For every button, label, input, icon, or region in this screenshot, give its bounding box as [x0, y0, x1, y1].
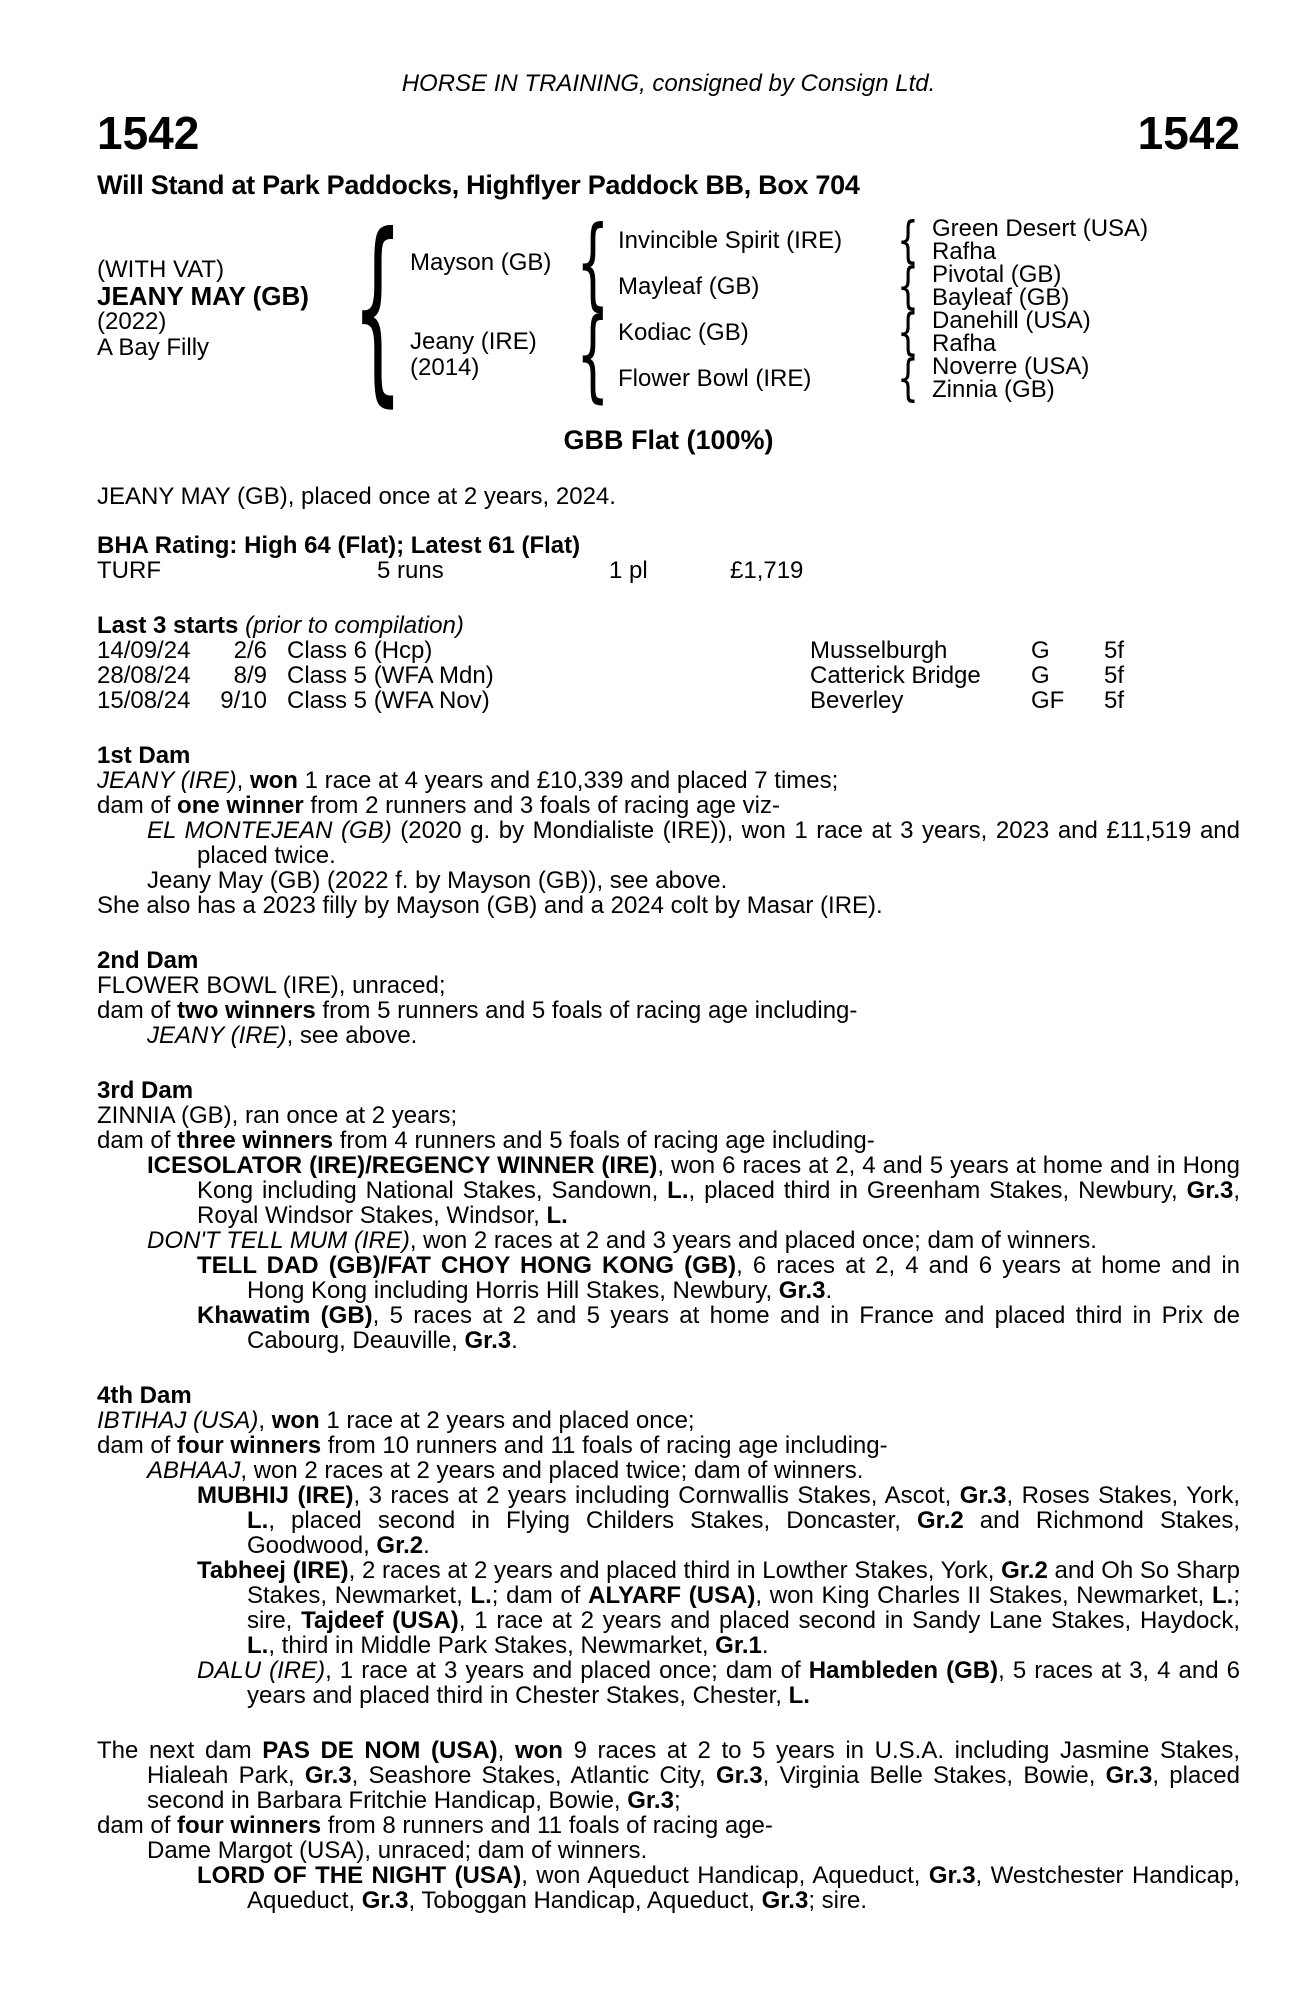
section-heading: 1st Dam: [97, 742, 191, 769]
pedigree-paragraph: [97, 1813, 1240, 1838]
text-segment: , 5 races at 3, 4 and 6 years and placed third in Chester Stakes, Chester,: [247, 1657, 1241, 1709]
pedigree-paragraph: [97, 1023, 1240, 1048]
pedigree-paragraph: [97, 1863, 1240, 1913]
text-segment: two winners: [177, 997, 316, 1024]
pedigree-tree: [97, 192, 1240, 425]
text-segment: L.: [247, 1632, 269, 1659]
pedigree-paragraph: [97, 1483, 1240, 1558]
dam-year: (2014): [410, 354, 480, 381]
grandsire-name: Invincible Spirit (IRE): [618, 226, 843, 254]
text-segment: LORD OF THE NIGHT (USA): [197, 1862, 522, 1889]
text-segment: one winner: [177, 792, 304, 819]
race-distance: 5f: [1104, 637, 1125, 664]
foaling-year: (2022): [97, 308, 167, 335]
last-starts-note: (prior to compilation): [245, 612, 464, 639]
pedigree-paragraph: [97, 1103, 1240, 1128]
pedigree-paragraph: [97, 1253, 1240, 1303]
text-segment: The next dam: [97, 1737, 263, 1764]
brace-icon: {: [897, 349, 919, 407]
dam-section-4: [97, 1383, 1240, 1708]
pedigree-paragraph: [97, 1658, 1240, 1708]
race-going: GF: [1031, 687, 1065, 714]
text-segment: , 6 races at 2, 4 and 6 years at home and in Hong Kong including Horris Hill Stakes, Newbury,: [247, 1252, 1241, 1304]
race-position: 2/6: [233, 637, 267, 664]
text-segment: Khawatim (GB): [197, 1302, 373, 1329]
text-segment: .: [761, 1632, 769, 1659]
race-class: Class 5 (WFA Mdn): [287, 662, 494, 689]
text-segment: three winners: [177, 1127, 334, 1154]
last-starts-header: [97, 613, 1240, 638]
text-segment: from 2 runners and 3 foals of racing age viz-: [303, 792, 780, 819]
text-segment: , placed third in Greenham Stakes, Newbury,: [688, 1177, 1187, 1204]
race-course: Musselburgh: [810, 637, 948, 664]
great-grandparent-name: Zinnia (GB): [932, 376, 1055, 403]
section-heading: 3rd Dam: [97, 1077, 194, 1104]
text-segment: Gr.3: [304, 1762, 352, 1789]
text-segment: dam of: [97, 997, 178, 1024]
horse-description: A Bay Filly: [97, 334, 210, 361]
dam-name: Jeany (IRE): [410, 328, 537, 355]
race-going: G: [1031, 662, 1050, 689]
text-segment: 9 races at 2 to 5 years in U.S.A. including Jasmine Stakes, Hialeah Park,: [147, 1737, 1240, 1789]
text-segment: won: [514, 1737, 563, 1764]
text-segment: EL MONTEJEAN (GB): [147, 817, 392, 844]
text-segment: DALU (IRE): [197, 1657, 326, 1684]
pedigree-paragraph: [97, 1838, 1240, 1863]
text-segment: four winners: [177, 1432, 322, 1459]
pedigree-paragraph: [97, 1128, 1240, 1153]
text-segment: , placed second in Barbara Fritchie Handicap, Bowie,: [147, 1762, 1241, 1814]
text-segment: L.: [667, 1177, 689, 1204]
lot-number-row: [97, 107, 1240, 159]
race-date: 14/09/24: [97, 637, 191, 664]
text-segment: Gr.3: [361, 1887, 409, 1914]
bha-rating: BHA Rating: High 64 (Flat); Latest 61 (Flat): [97, 532, 581, 559]
text-segment: Gr.2: [917, 1507, 964, 1534]
text-segment: , won 2 races at 2 and 3 years and placed once; dam of winners.: [409, 1227, 1097, 1254]
pedigree-paragraph: [97, 998, 1240, 1023]
pedigree-paragraph: [97, 868, 1240, 893]
text-segment: , 3 races at 2 years including Cornwallis Stakes, Ascot,: [353, 1482, 960, 1509]
race-distance: 5f: [1104, 662, 1125, 689]
great-grandparent-name: Danehill (USA): [932, 307, 1091, 334]
text-segment: L.: [546, 1202, 568, 1229]
race-course: Beverley: [810, 687, 904, 714]
surface-label: TURF: [97, 557, 161, 584]
text-segment: She also has a 2023 filly by Mayson (GB) and a 2024 colt by Masar (IRE).: [97, 892, 883, 919]
dam-block: [393, 329, 579, 381]
text-segment: ;: [673, 1787, 681, 1814]
text-segment: dam of: [97, 1432, 178, 1459]
text-segment: from 5 runners and 5 foals of racing age including-: [315, 997, 858, 1024]
race-position: 8/9: [233, 662, 267, 689]
pedigree-paragraph: [97, 893, 1240, 918]
granddam-name: Mayleaf (GB): [618, 272, 760, 300]
text-segment: Gr.3: [1186, 1177, 1234, 1204]
pedigree-paragraph: [97, 1408, 1240, 1433]
text-segment: L.: [470, 1582, 492, 1609]
pedigree-paragraph: [97, 818, 1240, 868]
text-segment: , won Aqueduct Handicap, Aqueduct,: [521, 1862, 929, 1889]
vat-note: (WITH VAT): [97, 256, 225, 283]
race-date: 15/08/24: [97, 687, 191, 714]
text-segment: Gr.3: [715, 1762, 763, 1789]
text-segment: MUBHIJ (IRE): [197, 1482, 354, 1509]
text-segment: FLOWER BOWL (IRE), unraced;: [97, 972, 446, 999]
surface-summary-row: [97, 558, 1240, 583]
text-segment: IBTIHAJ (USA): [97, 1407, 259, 1434]
text-segment: , third in Middle Park Stakes, Newmarket,: [268, 1632, 716, 1659]
text-segment: L.: [788, 1682, 810, 1709]
horse-name: JEANY MAY (GB): [97, 281, 309, 311]
subject-horse-block: [97, 257, 363, 361]
text-segment: , won 6 races at 2, 4 and 5 years at home and in Hong Kong including National Stakes, Sandown,: [197, 1152, 1240, 1204]
great-grandparent-name: Pivotal (GB): [932, 261, 1062, 288]
text-segment: , placed second in Flying Childers Stakes, Doncaster,: [268, 1507, 918, 1534]
text-segment: , won 2 races at 2 years and placed twice; dam of winners.: [240, 1457, 864, 1484]
dam-section-2: [97, 948, 1240, 1048]
text-segment: and Oh So Sharp Stakes, Newmarket,: [247, 1557, 1241, 1609]
text-segment: Gr.3: [627, 1787, 674, 1814]
consignor-line: HORSE IN TRAINING, consigned by Consign Ltd.: [401, 70, 936, 97]
text-segment: ,: [497, 1737, 515, 1764]
brace-icon: {: [897, 303, 919, 361]
text-segment: Gr.2: [376, 1532, 424, 1559]
pedigree-paragraph: [97, 1433, 1240, 1458]
text-segment: Tajdeef (USA): [301, 1607, 459, 1634]
text-segment: (2020 g. by Mondialiste (IRE)), won 1 race at 3 years, 2023 and £11,519 and placed twice.: [197, 817, 1240, 869]
text-segment: won: [271, 1407, 320, 1434]
text-segment: , 1 race at 3 years and placed once; dam of: [325, 1657, 809, 1684]
text-segment: , 5 races at 2 and 5 years at home and in France and placed third in Prix de Cabourg, Deauville,: [247, 1302, 1240, 1354]
lot-number-right: 1542: [1137, 107, 1240, 159]
last-starts-label: Last 3 starts: [97, 612, 239, 639]
text-segment: Gr.1: [715, 1632, 762, 1659]
dam-section-3: [97, 1078, 1240, 1353]
brace-icon: {: [352, 192, 404, 425]
race-date: 28/08/24: [97, 662, 191, 689]
text-segment: ,: [236, 767, 250, 794]
pedigree-paragraph: [97, 768, 1240, 793]
great-grandparent-name: Noverre (USA): [932, 353, 1090, 380]
race-row: [97, 663, 1240, 688]
text-segment: from 8 runners and 11 foals of racing age-: [321, 1812, 773, 1839]
text-segment: Gr.3: [1105, 1762, 1153, 1789]
text-segment: Hambleden (GB): [808, 1657, 999, 1684]
text-segment: ZINNIA (GB), ran once at 2 years;: [97, 1102, 458, 1129]
great-grandparent-name: Green Desert (USA): [932, 215, 1149, 242]
section-heading: 4th Dam: [97, 1382, 192, 1409]
race-row: [97, 638, 1240, 663]
text-segment: , see above.: [286, 1022, 418, 1049]
text-segment: ,: [258, 1407, 272, 1434]
race-distance: 5f: [1104, 687, 1125, 714]
race-course: Catterick Bridge: [810, 662, 981, 689]
pedigree-paragraph: [97, 1228, 1240, 1253]
text-segment: PAS DE NOM (USA): [262, 1737, 498, 1764]
great-grandparent-name: Rafha: [932, 330, 997, 357]
great-grandparent-name: Rafha: [932, 238, 997, 265]
grandsire-name: Kodiac (GB): [618, 318, 749, 346]
text-segment: .: [511, 1327, 518, 1354]
pedigree-paragraph: [97, 793, 1240, 818]
great-grandparent-name: Bayleaf (GB): [932, 284, 1070, 311]
text-segment: , Seashore Stakes, Atlantic City,: [351, 1762, 716, 1789]
brace-icon: {: [897, 211, 919, 269]
dam-section-1: [97, 743, 1240, 918]
text-segment: Tabheej (IRE): [197, 1557, 349, 1584]
text-segment: dam of: [97, 1812, 178, 1839]
text-segment: Dame Margot (USA), unraced; dam of winners.: [147, 1837, 648, 1864]
sire-name: Mayson (GB): [410, 249, 552, 276]
text-segment: , won King Charles II Stakes, Newmarket,: [755, 1582, 1212, 1609]
section-heading: 2nd Dam: [97, 947, 199, 974]
text-segment: , Westchester Handicap, Aqueduct,: [247, 1862, 1241, 1914]
text-segment: , Royal Windsor Stakes, Windsor,: [197, 1177, 1241, 1229]
text-segment: 1 race at 2 years and placed once;: [319, 1407, 695, 1434]
text-segment: ABHAAJ: [147, 1457, 241, 1484]
granddam-name: Flower Bowl (IRE): [618, 364, 812, 392]
text-segment: dam of: [97, 792, 178, 819]
text-segment: , Roses Stakes, York,: [1006, 1482, 1240, 1509]
pedigree-paragraph: [97, 1558, 1240, 1658]
text-segment: and Richmond Stakes, Goodwood,: [247, 1507, 1240, 1559]
text-segment: L.: [247, 1507, 269, 1534]
text-segment: Gr.3: [928, 1862, 976, 1889]
brace-icon: {: [576, 296, 610, 413]
next-dam-section: [97, 1738, 1240, 1913]
text-segment: ; sire,: [247, 1582, 1240, 1634]
brace-icon: {: [897, 257, 919, 315]
text-segment: ICESOLATOR (IRE)/REGENCY WINNER (IRE): [147, 1152, 658, 1179]
placings-count: 1 pl: [609, 557, 648, 584]
brace-icon: {: [576, 204, 610, 321]
gbb-label: GBB Flat (100%): [563, 425, 774, 455]
text-segment: .: [423, 1532, 430, 1559]
race-row: [97, 688, 1240, 713]
text-segment: TELL DAD (GB)/FAT CHOY HONG KONG (GB): [197, 1252, 737, 1279]
text-segment: Jeany May (GB) (2022 f. by Mayson (GB)), see above.: [147, 867, 728, 894]
runs-count: 5 runs: [377, 557, 444, 584]
text-segment: DON'T TELL MUM (IRE): [147, 1227, 410, 1254]
text-segment: four winners: [177, 1812, 322, 1839]
pedigree-paragraph: [97, 1303, 1240, 1353]
pedigree-paragraph: [97, 1153, 1240, 1228]
text-segment: , 1 race at 2 years and placed second in Sandy Lane Stakes, Haydock,: [458, 1607, 1241, 1634]
text-segment: 1 race at 4 years and £10,339 and placed 7 times;: [297, 767, 839, 794]
race-blurb: JEANY MAY (GB), placed once at 2 years, 2024.: [97, 483, 616, 510]
text-segment: dam of: [97, 1127, 178, 1154]
text-segment: JEANY (IRE): [147, 1022, 287, 1049]
pedigree-paragraph: [97, 1738, 1240, 1813]
pedigree-paragraph: [97, 973, 1240, 998]
text-segment: Gr.3: [761, 1887, 809, 1914]
race-class: Class 6 (Hcp): [287, 637, 433, 664]
text-segment: Gr.3: [778, 1277, 826, 1304]
text-segment: ; dam of: [491, 1582, 589, 1609]
text-segment: .: [825, 1277, 833, 1304]
earnings-amount: £1,719: [730, 557, 804, 584]
text-segment: ; sire.: [808, 1887, 868, 1914]
text-segment: JEANY (IRE): [97, 767, 237, 794]
text-segment: , Virginia Belle Stakes, Bowie,: [762, 1762, 1106, 1789]
lot-number-left: 1542: [97, 107, 200, 159]
text-segment: Gr.3: [959, 1482, 1007, 1509]
text-segment: , 2 races at 2 years and placed third in Lowther Stakes, York,: [348, 1557, 1002, 1584]
text-segment: ALYARF (USA): [588, 1582, 756, 1609]
text-segment: Gr.2: [1001, 1557, 1048, 1584]
race-going: G: [1031, 637, 1050, 664]
race-class: Class 5 (WFA Nov): [287, 687, 490, 714]
text-segment: from 10 runners and 11 foals of racing age including-: [321, 1432, 888, 1459]
text-segment: Gr.3: [464, 1327, 512, 1354]
text-segment: from 4 runners and 5 foals of racing age including-: [333, 1127, 875, 1154]
text-segment: won: [249, 767, 298, 794]
stand-location-line: Will Stand at Park Paddocks, Highflyer Paddock BB, Box 704: [97, 170, 860, 200]
pedigree-paragraph: [97, 1458, 1240, 1483]
race-position: 9/10: [220, 687, 267, 714]
text-segment: , Toboggan Handicap, Aqueduct,: [408, 1887, 762, 1914]
text-segment: L.: [1212, 1582, 1234, 1609]
